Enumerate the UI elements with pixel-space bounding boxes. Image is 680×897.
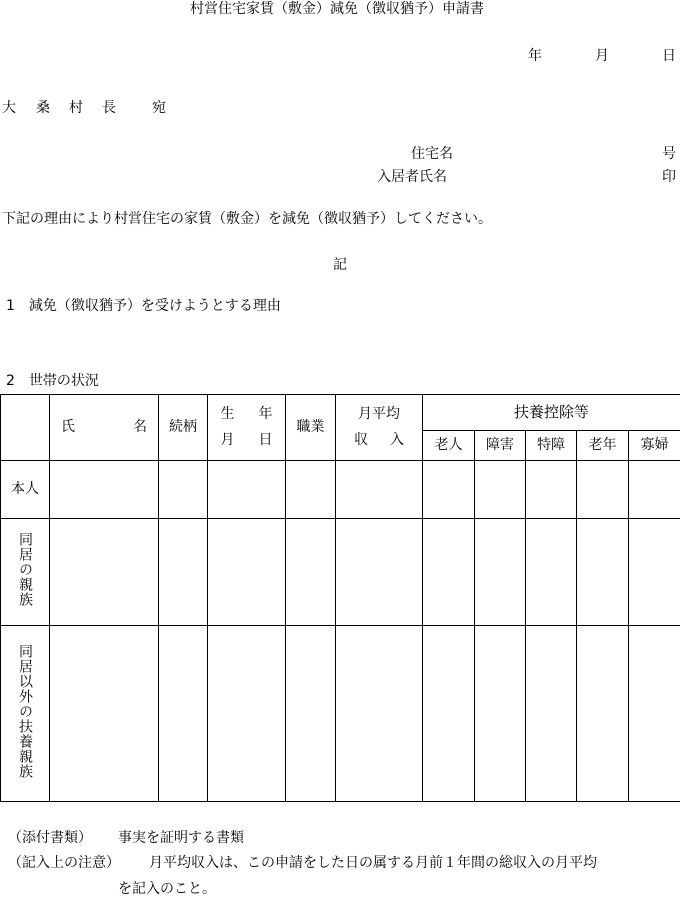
- addressee-char-5: 宛: [152, 100, 166, 116]
- caution-label: （記入上の注意）: [8, 855, 120, 871]
- cell[interactable]: [629, 519, 680, 626]
- cell[interactable]: [423, 626, 475, 802]
- attach-text: 事実を証明する書類: [118, 830, 244, 846]
- date-day: 日: [662, 48, 676, 64]
- header-income-top: 月平均: [358, 406, 400, 423]
- residence-suffix: 号: [662, 146, 676, 162]
- header-income-a: 収: [354, 431, 368, 448]
- cell[interactable]: [208, 461, 286, 519]
- cell[interactable]: [336, 461, 423, 519]
- cell[interactable]: [526, 519, 577, 626]
- cell[interactable]: [286, 461, 336, 519]
- cell[interactable]: [475, 461, 526, 519]
- header-birth-a: 生: [220, 406, 235, 423]
- cell[interactable]: [50, 626, 159, 802]
- header-deduction: 扶養控除等: [423, 395, 680, 431]
- header-name: [50, 395, 159, 461]
- date-month: 月: [595, 48, 609, 64]
- attach-label: （添付書類）: [8, 830, 92, 846]
- cell[interactable]: [629, 626, 680, 802]
- header-sub-widow: 寡婦: [629, 431, 680, 461]
- cell[interactable]: [423, 461, 475, 519]
- header-name-b: 名: [133, 418, 147, 435]
- cell[interactable]: [336, 519, 423, 626]
- item-1-reason: 1 減免（徴収猶予）を受けようとする理由: [6, 298, 281, 314]
- addressee-char-2: 桑: [36, 100, 50, 116]
- resident-name-label: 入居者氏名: [377, 169, 447, 185]
- row-other-text: 同居以外の扶養親族: [17, 643, 33, 779]
- cell[interactable]: [629, 461, 680, 519]
- cell[interactable]: [286, 519, 336, 626]
- addressee-char-4: 長: [102, 100, 116, 116]
- page-title: 村営住宅家賃（敷金）減免（徴収猶予）申請書: [190, 1, 484, 17]
- addressee-char-3: 村: [69, 100, 83, 116]
- household-table: [0, 394, 680, 802]
- header-sub-aged: 老年: [577, 431, 629, 461]
- cell[interactable]: [208, 626, 286, 802]
- cell[interactable]: [577, 519, 629, 626]
- header-birth-b: 年: [258, 406, 273, 423]
- row-cohabiting-label: [1, 519, 50, 626]
- caution-text-1: 月平均収入は、この申請をした日の属する月前１年間の総収入の月平均: [149, 855, 597, 871]
- date-year: 年: [528, 48, 542, 64]
- cell[interactable]: [208, 519, 286, 626]
- header-income-b: 入: [390, 431, 404, 448]
- request-text: 下記の理由により村営住宅の家賃（敷金）を減免（徴収猶予）してください。: [2, 211, 492, 227]
- cell[interactable]: [336, 626, 423, 802]
- header-sub-disabled: 障害: [475, 431, 526, 461]
- addressee-char-1: 大: [2, 100, 16, 116]
- header-birth-c: 月: [220, 431, 235, 448]
- date-line: [0, 49, 680, 69]
- cell[interactable]: [475, 626, 526, 802]
- header-relation: 続柄: [159, 395, 208, 461]
- header-birth: [208, 395, 286, 461]
- row-other-label: [1, 626, 50, 802]
- cell[interactable]: [159, 626, 208, 802]
- cell[interactable]: [50, 519, 159, 626]
- row-self-label: 本人: [1, 461, 50, 519]
- cell[interactable]: [159, 461, 208, 519]
- header-income: [336, 395, 423, 461]
- cell[interactable]: [475, 519, 526, 626]
- cell[interactable]: [526, 461, 577, 519]
- item-2-household: 2 世帯の状況: [6, 373, 99, 389]
- cell[interactable]: [159, 519, 208, 626]
- seal-mark: 印: [662, 169, 676, 185]
- caution-text-2: を記入のこと。: [118, 881, 216, 897]
- cell[interactable]: [577, 461, 629, 519]
- header-sub-elderly: 老人: [423, 431, 475, 461]
- ki-heading: 記: [333, 257, 347, 273]
- header-occupation: 職業: [286, 395, 336, 461]
- cell[interactable]: [526, 626, 577, 802]
- cell[interactable]: [423, 519, 475, 626]
- cell[interactable]: [50, 461, 159, 519]
- row-cohabiting-text: 同居の親族: [17, 532, 33, 608]
- header-name-a: 氏: [61, 418, 75, 435]
- cell[interactable]: [577, 626, 629, 802]
- cell[interactable]: [286, 626, 336, 802]
- header-sub-special-disabled: 特障: [526, 431, 577, 461]
- residence-label: 住宅名: [411, 146, 453, 162]
- header-corner: [1, 395, 50, 461]
- header-birth-d: 日: [258, 431, 273, 448]
- addressee: [0, 101, 200, 121]
